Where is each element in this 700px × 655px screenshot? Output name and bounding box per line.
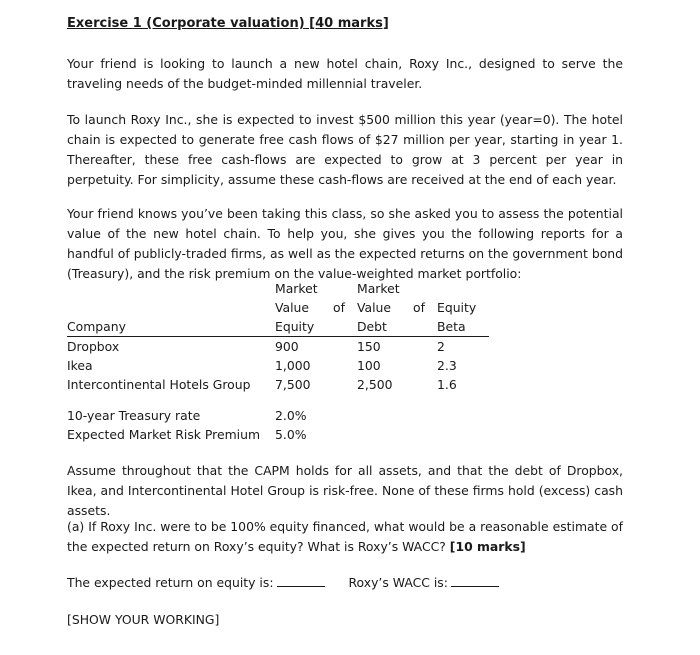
header-equity-col: Equity [275,317,333,337]
company-name: Ikea [67,358,93,373]
answer-wacc-label: Roxy’s WACC is: [348,575,448,590]
header-debt-col: Debt [357,317,413,337]
header-equity: Equity [437,300,477,315]
header-of-1: of [333,300,345,315]
question-a-paragraph [67,517,623,557]
equity-value: 900 [275,339,299,354]
beta-value: 2 [437,339,445,354]
assumption-paragraph: Assume throughout that the CAPM holds for all assets, and that the debt of Dropbox, Ikea, and Intercontinental Hotel Group is risk-free. None of these firms hold (excess) cash assets. [67,463,623,518]
rates-table [67,406,306,444]
company-name: Dropbox [67,339,120,354]
rate-row [67,406,306,425]
question-a-marks: [10 marks] [449,539,526,554]
firms-table [67,279,489,394]
show-working-label: [SHOW YOUR WORKING] [67,612,220,627]
intro-paragraph: Your friend is looking to launch a new hotel chain, Roxy Inc., designed to serve the traveling needs of the budget-minded millennial traveler. [67,56,623,91]
header-of-2: of [413,300,425,315]
beta-value: 2.3 [437,358,457,373]
answer-line [67,574,499,590]
equity-value: 7,500 [275,377,311,392]
company-name: Intercontinental Hotels Group [67,377,251,392]
header-value-1: Value [275,300,310,315]
table-row [67,356,489,375]
header-market-1: Market [275,281,318,296]
debt-value: 150 [357,339,381,354]
table-header-row [67,317,489,337]
table-header-row [67,298,489,317]
question-a-text: (a) If Roxy Inc. were to be 100% equity financed, what would be a reasonable estimate of the expected return on Roxy’s equity? What is Roxy’s WACC? [67,519,623,554]
rate-label: Expected Market Risk Premium [67,427,261,442]
header-value-2: Value [357,300,392,315]
equity-value: 1,000 [275,358,311,373]
rate-value: 5.0% [275,427,307,442]
debt-value: 2,500 [357,377,393,392]
context-paragraph: Your friend knows you’ve been taking this class, so she asked you to assess the potential value of the new hotel chain. To help you, she gives you the following reports for a handful of publicly-traded firms, as well as the expected returns on the government bond (Treasury), and the risk premium on the value-weighted market portfolio: [67,206,623,281]
answer-equity-blank[interactable] [277,574,325,587]
header-company: Company [67,317,275,337]
table-header-row [67,279,489,298]
beta-value: 1.6 [437,377,457,392]
header-market-2: Market [357,281,400,296]
table-row [67,375,489,394]
rate-value: 2.0% [275,408,307,423]
answer-equity-label: The expected return on equity is: [67,575,274,590]
investment-paragraph: To launch Roxy Inc., she is expected to invest $500 million this year (year=0). The hotel chain is expected to generate free cash flows of $27 million per year, starting in year 1. Thereafter, these free cash-flows are expected to grow at 3 percent per year in perpetuity. For simplicity, assume these cash-flows are received at the end of each year. [67,112,623,187]
header-beta-col: Beta [437,317,489,337]
table-row [67,337,489,357]
rate-label: 10-year Treasury rate [67,408,201,423]
exercise-heading: Exercise 1 (Corporate valuation) [40 marks] [67,16,389,31]
answer-wacc-blank[interactable] [451,574,499,587]
debt-value: 100 [357,358,381,373]
rate-row [67,425,306,444]
